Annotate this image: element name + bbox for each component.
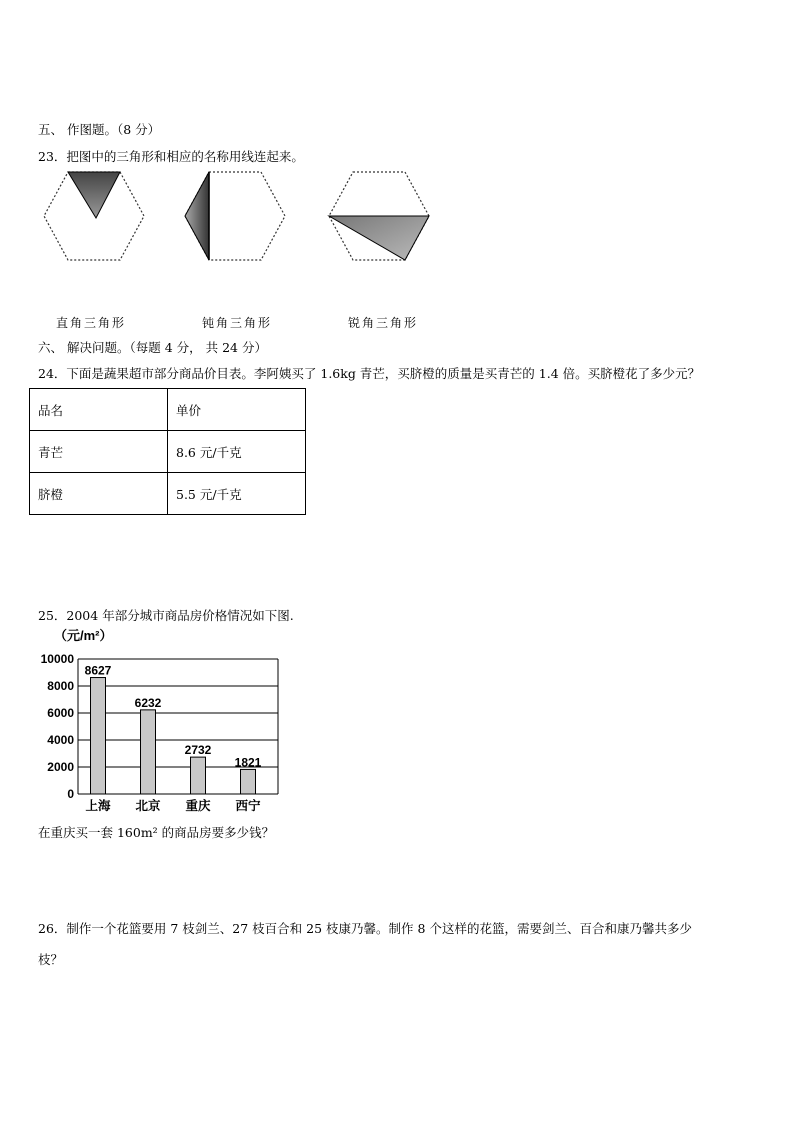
table-cell: 8.6 元/千克	[168, 431, 306, 473]
chart-x-tick-label: 西宁	[235, 799, 261, 813]
label-right-triangle: 直角三角形	[56, 316, 127, 330]
section-5-title: 五、 作图题。（8 分）	[38, 122, 161, 137]
chart-value-label: 8627	[84, 663, 112, 678]
question-25-sub: 在重庆买一套 160m² 的商品房要多少钱？	[38, 825, 275, 840]
chart-y-tick-label: 10000	[40, 652, 74, 666]
chart-value-label: 1821	[234, 755, 262, 770]
hexagon-obtuse-triangle-figure	[181, 170, 289, 263]
chart-value-label: 2732	[184, 743, 212, 758]
chart-x-tick-label: 北京	[135, 799, 161, 813]
chart-bar	[191, 757, 206, 794]
chart-y-tick-labels	[41, 652, 75, 801]
chart-x-tick-label: 重庆	[185, 799, 211, 813]
chart-x-tick-label: 上海	[85, 799, 111, 813]
bar-chart	[36, 626, 286, 821]
chart-bar	[241, 769, 256, 794]
table-row	[30, 473, 306, 515]
table-cell: 青芒	[30, 431, 168, 473]
table-header-row	[30, 389, 306, 431]
label-acute-triangle: 锐角三角形	[348, 316, 419, 330]
chart-y-tick-label: 2000	[47, 760, 74, 774]
question-24-text: 24．下面是蔬果超市部分商品价目表。李阿姨买了 1.6kg 青芒，买脐橙的质量是买青芒的 1.4 倍。买脐橙花了多少元？	[38, 366, 701, 381]
table-cell: 脐橙	[30, 473, 168, 515]
hexagon-acute-triangle-figure	[325, 170, 433, 263]
chart-y-tick-label: 0	[67, 787, 74, 801]
table-header-cell: 品名	[30, 389, 168, 431]
chart-y-tick-label: 6000	[47, 706, 74, 720]
price-table	[29, 388, 306, 515]
chart-bars	[91, 678, 256, 794]
label-obtuse-triangle: 钝角三角形	[202, 316, 273, 330]
chart-y-tick-label: 4000	[47, 733, 74, 747]
table-row	[30, 431, 306, 473]
chart-value-labels	[85, 664, 262, 770]
chart-value-label: 6232	[134, 695, 162, 710]
hexagon-right-triangle-figure	[40, 170, 148, 263]
chart-x-tick-labels	[85, 798, 261, 813]
chart-bar	[141, 710, 156, 794]
question-26-text-line2: 枝？	[38, 952, 64, 967]
question-23-text: 23．把图中的三角形和相应的名称用线连起来。	[38, 149, 304, 164]
question-26-text-line1: 26．制作一个花篮要用 7 枝剑兰、27 枝百合和 25 枝康乃馨。制作 8 个这样的花篮，需要剑兰、百合和康乃馨共多少	[38, 921, 692, 936]
chart-y-axis-label: （元/m²）	[54, 628, 113, 643]
table-header-cell: 单价	[168, 389, 306, 431]
chart-bar	[91, 678, 106, 794]
question-25-text: 25．2004 年部分城市商品房价格情况如下图.	[38, 608, 294, 623]
section-6-title: 六、 解决问题。（每题 4 分， 共 24 分）	[38, 340, 267, 355]
table-cell: 5.5 元/千克	[168, 473, 306, 515]
chart-y-tick-label: 8000	[47, 679, 74, 693]
